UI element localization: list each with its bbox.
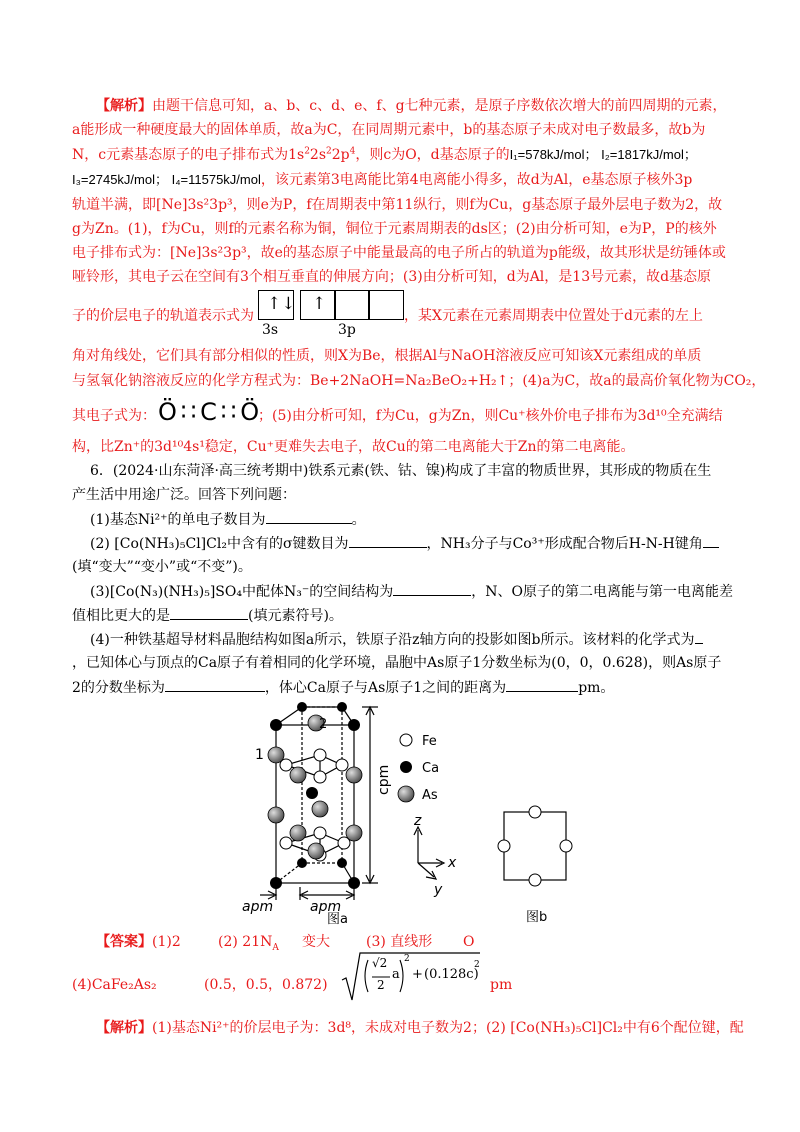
distance-formula — [340, 950, 485, 1005]
analysis-line-5: 轨道半满，即[Ne]3s²3p³，则e为P，f在周期表中第11纵行，则f为Cu，g基态原子最外层电子数为2，故 — [72, 197, 723, 213]
analysis-line-2: a能形成一种硬度最大的固体单质，故a为C，在同周期元素中，b的基态原子未成对电子数最多，故b为 — [72, 122, 706, 138]
question-part-1: (1)基态Ni²⁺的单电子数目为 。 — [90, 509, 366, 530]
label-apm-1: apm — [242, 899, 274, 915]
legend-ca: Ca — [422, 761, 440, 776]
analysis-line-8: 哑铃形，其电子云在空间有3个相互垂直的伸展方向；(3)由分析可知，d为Al，是13号元素，故d基态原 — [72, 269, 712, 285]
analysis-line-9b: ，某X元素在元素周期表中位置处于d元素的左上 — [404, 308, 703, 324]
analysis-line-10: 角对角线处，它们具有部分相似的性质，则X为Be，根据Al与NaOH溶液反应可知该X元素组成的单质 — [72, 348, 702, 364]
analysis-line-1: 【解析】由题干信息可知，a、b、c、d、e、f、g七种元素，是原子序数依次增大的前四周期的元素， — [96, 98, 727, 114]
figure-a-crystal-cell — [240, 695, 500, 925]
answer-3: (3) 直线形 — [366, 934, 433, 950]
question-part-2: (2) [Co(NH₃)₅Cl]Cl₂中含有的σ键数目为 ，NH₃分子与Co³⁺形成配合物后H-N-H键角 — [90, 533, 719, 554]
formula-denominator: 2 — [377, 978, 385, 992]
formula-a: a — [392, 967, 400, 982]
orbital-3p-box-3 — [368, 290, 404, 320]
answer-line-1: 【答案】(1)2 — [96, 934, 181, 950]
orbital-3p-arrow: ↑ — [312, 294, 327, 314]
orbital-3s-arrows: ↑↓ — [267, 294, 296, 314]
answer-4c-unit: pm — [490, 977, 513, 993]
answer-3b: O — [463, 934, 475, 950]
question-part-4-cont: ，已知体心与顶点的Ca原子有着相同的化学环境，晶胞中As原子1分数坐标为(0，0，0.628)，则As原子 — [72, 655, 722, 671]
question-part-2-cont: (填“变大”“变小”或“不变”)。 — [72, 559, 252, 575]
axis-x-label: x — [448, 855, 457, 871]
caption-figure-a: 图a — [327, 912, 348, 925]
analysis-line-11: 与氢氧化钠溶液反应的化学方程式为：Be+2NaOH=Na₂BeO₂+H₂↑；(4)a为C，故a的最高价氧化物为CO₂， — [72, 373, 766, 389]
orbital-3p-label: 3p — [338, 322, 356, 338]
question-6-title-cont: 产生活中用途广泛。回答下列问题： — [72, 487, 296, 503]
formula-exp-2: 2 — [474, 960, 480, 970]
atom-label-2: 2 — [319, 717, 328, 732]
analysis2-line-1: 【解析】(1)基态Ni²⁺的价层电子为：3d⁸，未成对电子数为2；(2) [Co(NH₃)₅Cl]Cl₂中有6个配位键，配 — [96, 1020, 744, 1036]
analysis-line-13: 构，比Zn⁺的3d¹⁰4s¹稳定，Cu⁺更难失去电子，故Cu的第二电离能大于Zn的第二电离能。 — [72, 439, 635, 455]
orbital-3s-box — [258, 290, 294, 320]
caption-figure-b: 图b — [526, 910, 548, 925]
analysis-line-4: I₃=2745kJ/mol； I₄=11575kJ/mol，该元素第3电离能比第4电离能小得多，故d为Al，e基态原子核外3p — [72, 172, 693, 188]
legend-as: As — [422, 788, 438, 803]
formula-term: (0.128c) — [424, 967, 479, 982]
analysis-line-7: 电子排布式为：[Ne]3s²3p³，故e的基态原子中能量最高的电子所占的轨道为p能级，故其形状是纺锤体或 — [72, 245, 726, 261]
figure-b-projection — [495, 800, 575, 925]
analysis-line-12b: ；(5)由分析可知，f为Cu，g为Zn，则Cu⁺核外价电子排布为3d¹⁰全充满结 — [258, 408, 723, 424]
legend-fe: Fe — [422, 734, 437, 749]
orbital-3p-box-1 — [300, 290, 336, 320]
answer-2b: 变大 — [302, 934, 330, 950]
question-part-3: (3)[Co(N₃)(NH₃)₅]SO₄中配体N₃⁻的空间结构为 ，N、O原子的第二电离能与第一电离能差 — [90, 581, 733, 602]
label-cpm: cpm — [376, 764, 392, 795]
formula-plus: + — [412, 967, 423, 982]
axis-y-label: y — [434, 882, 443, 898]
answer-4b: (0.5，0.5，0.872) — [204, 977, 328, 993]
question-6-title: 6．(2024·山东菏泽·高三统考期中)铁系元素(铁、钴、镍)构成了丰富的物质世界，其形成的物质在生 — [90, 463, 712, 479]
co2-lewis-structure: Ö∷C∷Ö — [158, 398, 264, 426]
analysis-line-6: g为Zn。(1)，f为Cu，则f的元素名称为铜，铜位于元素周期表的ds区；(2)由分析可知，e为P，P的核外 — [72, 221, 717, 237]
orbital-3p-box-2 — [334, 290, 370, 320]
answer-2: (2) $21N_A$ — [218, 934, 279, 953]
question-part-4: (4)一种铁基超导材料晶胞结构如图a所示，铁原子沿z轴方向的投影如图b所示。该材料的化学式为 — [90, 629, 703, 650]
analysis-line-12a: 其电子式为： — [72, 408, 156, 424]
answer-4: (4)CaFe₂As₂ — [72, 977, 157, 993]
label-apm-2: apm — [310, 899, 342, 915]
analysis-line-3: N，c元素基态原子的电子排布式为$1s^22s^22p^4$，则c为O，d基态原子的I₁=578kJ/mol； I₂=1817kJ/mol； — [72, 146, 697, 163]
atom-label-1: 1 — [255, 747, 264, 763]
formula-numerator: √2 — [372, 956, 388, 970]
axis-z-label: z — [414, 813, 422, 829]
question-part-3-cont: 值相比更大的是 (填元素符号)。 — [72, 605, 343, 626]
question-part-4-cont2: 2的分数坐标为 ，体心Ca原子与As原子1之间的距离为 pm。 — [72, 677, 614, 698]
orbital-3s-label: 3s — [262, 322, 279, 338]
analysis-line-9a: 子的价层电子的轨道表示式为 — [72, 308, 254, 324]
formula-exp-1: 2 — [404, 954, 410, 964]
